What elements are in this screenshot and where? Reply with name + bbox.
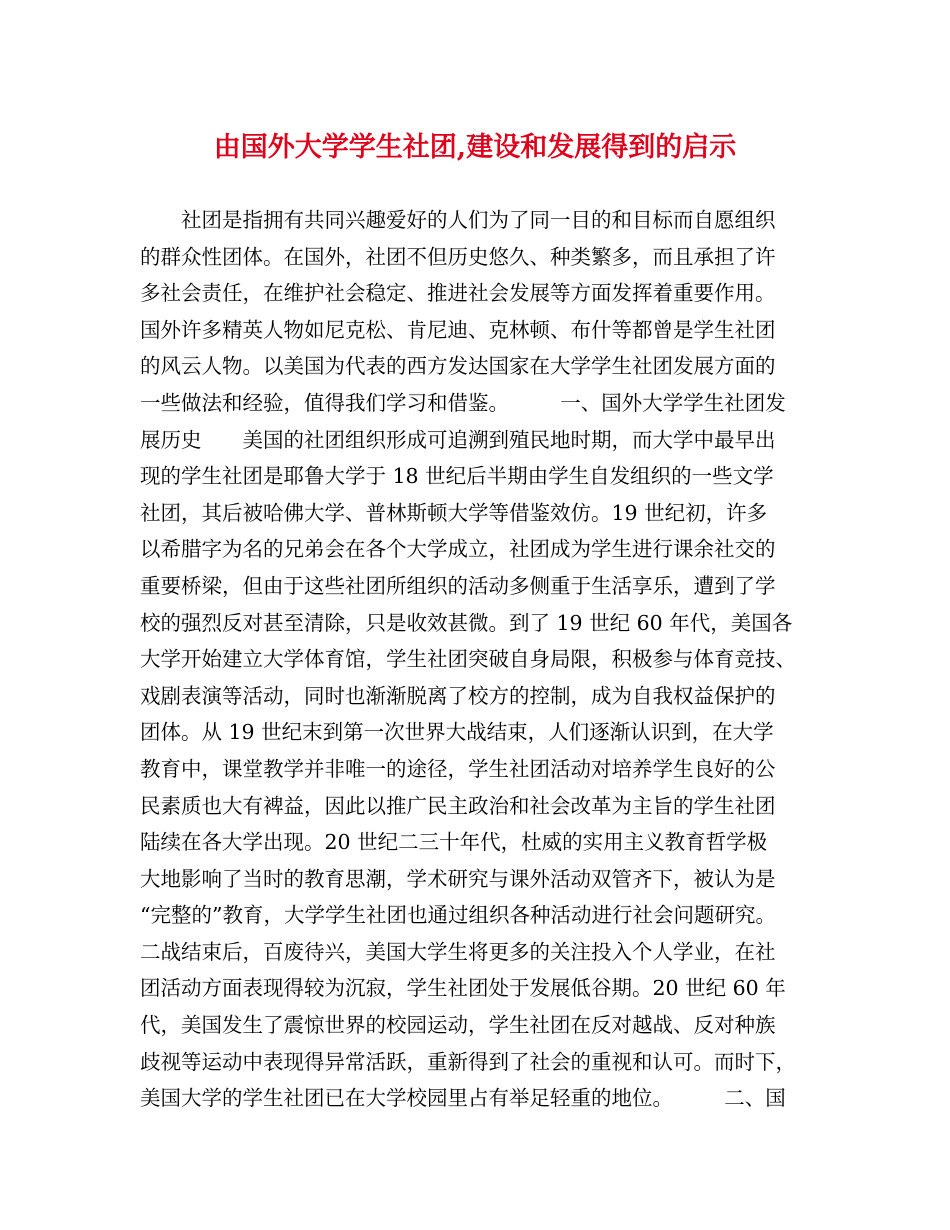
body-text-line: 的群众性团体。在国外，社团不但历史悠久、种类繁多，而且承担了许	[140, 244, 776, 269]
body-text-line: 美国大学的学生社团已在大学校园里占有举足轻重的地位。 二、国	[140, 1086, 786, 1111]
body-text-line: 现的学生社团是耶鲁大学于 18 世纪后半期由学生自发组织的一些文学	[140, 464, 774, 489]
body-text-line: 国外许多精英人物如尼克松、肯尼迪、克林顿、布什等都曾是学生社团	[140, 317, 776, 342]
document-body	[140, 202, 820, 1117]
document-title: 由国外大学学生社团,建设和发展得到的启示	[213, 132, 737, 163]
body-text-line: 二战结束后，百废待兴，美国大学生将更多的关注投入个人学业，在社	[140, 939, 776, 964]
body-text-line: 大地影响了当时的教育思潮，学术研究与课外活动双管齐下，被认为是	[140, 866, 776, 891]
body-text-line: 一些做法和经验，值得我们学习和借鉴。 一、国外大学学生社团发	[140, 390, 786, 415]
body-text-line: 大学开始建立大学体育馆，学生社团突破自身局限，积极参与体育竞技、	[140, 647, 796, 672]
body-text-line: 戏剧表演等活动，同时也渐渐脱离了校方的控制，成为自我权益保护的	[140, 683, 776, 708]
body-text-line: 团活动方面表现得较为沉寂，学生社团处于发展低谷期。20 世纪 60 年	[140, 976, 786, 1001]
body-text-line: 民素质也大有裨益，因此以推广民主政治和社会改革为主旨的学生社团	[140, 793, 776, 818]
body-text-line: “完整的”教育，大学学生社团也通过组织各种活动进行社会问题研究。	[140, 903, 776, 928]
body-text-line: 展历史 美国的社团组织形成可追溯到殖民地时期，而大学中最早出	[140, 427, 776, 452]
body-text-line: 代，美国发生了震惊世界的校园运动，学生社团在反对越战、反对种族	[140, 1013, 776, 1038]
body-text-line: 教育中，课堂教学并非唯一的途径，学生社团活动对培养学生良好的公	[140, 756, 776, 781]
body-text-line: 社团，其后被哈佛大学、普林斯顿大学等借鉴效仿。19 世纪初，许多	[140, 500, 768, 525]
body-text-line: 社团是指拥有共同兴趣爱好的人们为了同一目的和目标而自愿组织	[140, 208, 776, 232]
body-text-line: 的风云人物。以美国为代表的西方发达国家在大学学生社团发展方面的	[140, 354, 776, 379]
body-text-line: 团体。从 19 世纪末到第一次世界大战结束，人们逐渐认识到，在大学	[140, 720, 774, 745]
body-text-line: 多社会责任，在维护社会稳定、推进社会发展等方面发挥着重要作用。	[140, 281, 776, 306]
body-text-line: 陆续在各大学出现。20 世纪二三十年代，杜威的实用主义教育哲学极	[140, 830, 768, 855]
body-text-line: 以希腊字为名的兄弟会在各个大学成立，社团成为学生进行课余社交的	[140, 537, 776, 562]
body-text-line: 校的强烈反对甚至清除，只是收效甚微。到了 19 世纪 60 年代，美国各	[140, 610, 793, 635]
body-text-line: 重要桥梁，但由于这些社团所组织的活动多侧重于生活享乐，遭到了学	[140, 573, 776, 598]
body-text-line: 歧视等运动中表现得异常活跃，重新得到了社会的重视和认可。而时下，	[140, 1049, 796, 1074]
